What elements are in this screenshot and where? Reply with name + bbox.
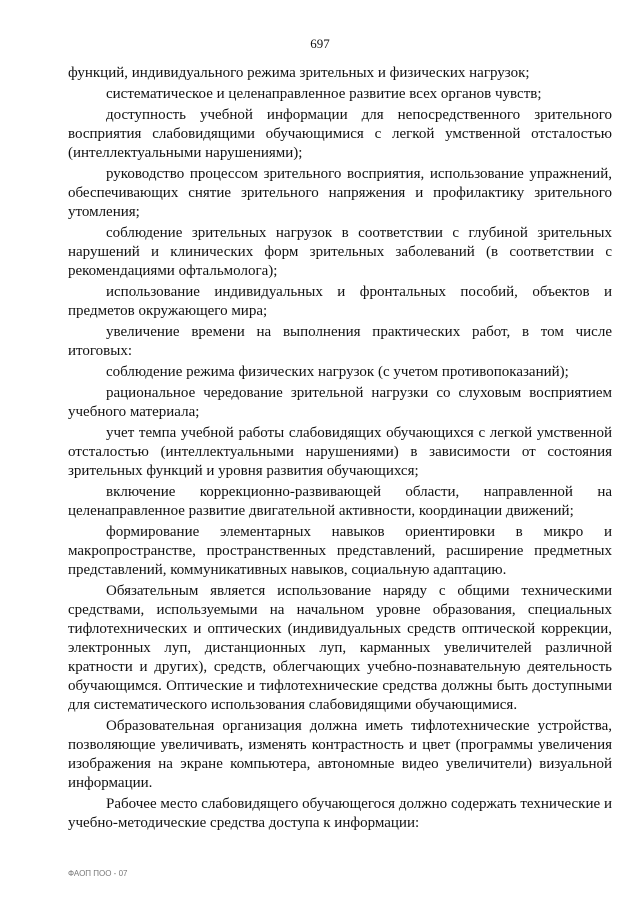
paragraph: Рабочее место слабовидящего обучающегося должно содержать технические и учебно-методические средства доступа к информации: [68,796,612,831]
paragraph: использование индивидуальных и фронтальных пособий, объектов и предметов окружающего мира; [68,284,612,319]
document-body [68,64,612,835]
paragraph: Обязательным является использование наряду с общими техническими средствами, используемыми на начальном уровне образования, специальных тифлотехнических и оптических (индивидуальных средств оптической коррекции, электронных луп, дистанционных луп, карманных увеличителей различной кратности и других), средств, облегчающих учебно-познавательную деятельность обучающимся. Оптические и тифлотехнические средства должны быть доступными для систематического использования слабовидящими обучающимися. [68,583,612,713]
footer-code: ФАОП ПОО - 07 [68,869,128,878]
paragraph: увеличение времени на выполнения практических работ, в том числе итоговых: [68,324,612,359]
paragraph: Образовательная организация должна иметь тифлотехнические устройства, позволяющие увеличивать, изменять контрастность и цвет (программы увеличения изображения на экране компьютера, автономные видео увеличители) визуальной информации. [68,718,612,791]
paragraph: руководство процессом зрительного восприятия, использование упражнений, обеспечивающих снятие зрительного напряжения и профилактику зрительного утомления; [68,166,612,220]
paragraph: соблюдение зрительных нагрузок в соответствии с глубиной зрительных нарушений и клинических форм зрительных заболеваний (в соответствии с рекомендациями офтальмолога); [68,225,612,279]
page-number: 697 [310,36,330,51]
paragraph: рациональное чередование зрительной нагрузки со слуховым восприятием учебного материала; [68,385,612,420]
paragraph: соблюдение режима физических нагрузок (с учетом противопоказаний); [106,364,569,380]
paragraph: доступность учебной информации для непосредственного зрительного восприятия слабовидящими обучающимися с легкой умственной отсталостью (интеллектуальными нарушениями); [68,107,612,161]
paragraph: формирование элементарных навыков ориентировки в микро и макропространстве, пространственных представлений, расширение предметных представлений, коммуникативных навыков, социальную адаптацию. [68,524,612,578]
paragraph: функций, индивидуального режима зрительных и физических нагрузок; [68,65,530,81]
paragraph: систематическое и целенаправленное развитие всех органов чувств; [106,86,542,102]
paragraph: учет темпа учебной работы слабовидящих обучающихся с легкой умственной отсталостью (интеллектуальными нарушениями) в зависимости от состояния зрительных функций и уровня развития обучающихся; [68,425,612,479]
paragraph: включение коррекционно-развивающей области, направленной на целенаправленное развитие двигательной активности, координации движений; [68,484,612,519]
